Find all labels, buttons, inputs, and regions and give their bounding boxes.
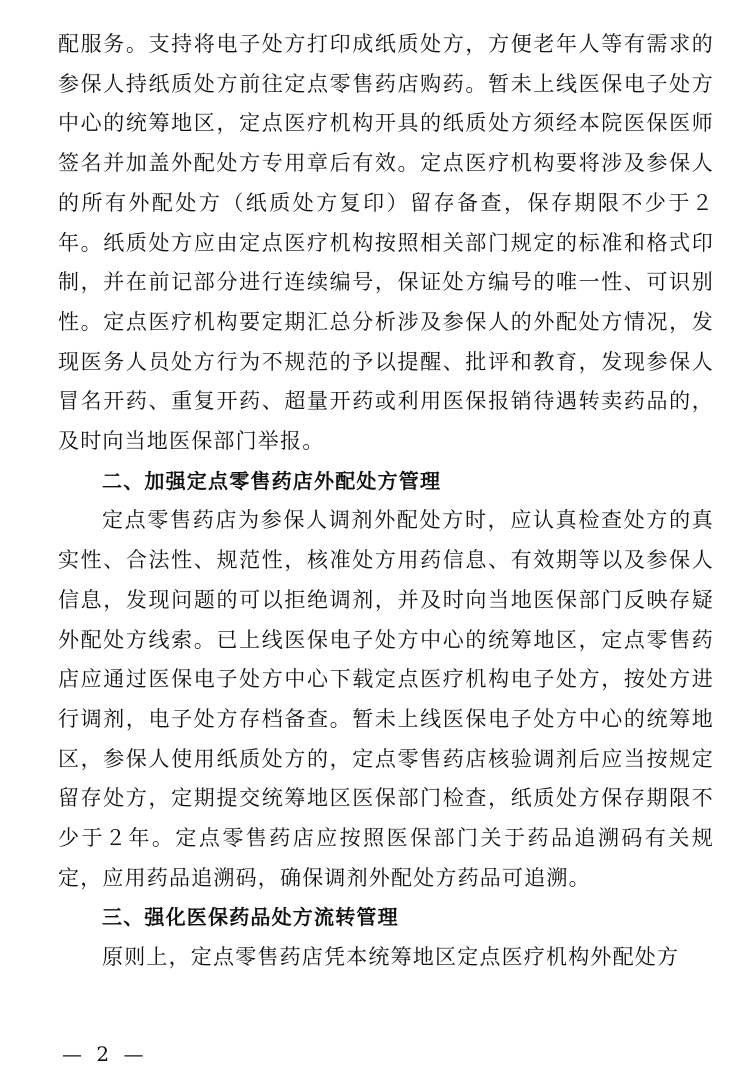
section-heading-two: 二、加强定点零售药店外配处方管理 <box>102 468 442 493</box>
section-heading-three: 三、强化医保药品处方流转管理 <box>102 905 399 930</box>
document-body <box>58 25 714 978</box>
page-number: — 2 — <box>62 1042 148 1066</box>
paragraph-pharmacy-management: 定点零售药店为参保人调剂外配处方时，应认真检查处方的真实性、合法性、规范性，核准处方用药信息、有效期等以及参保人信息，发现问题的可以拒绝调剂，并及时向当地医保部门反映存疑外配处方线索。已上线医保电子处方中心的统筹地区，定点零售药店应通过医保电子处方中心下载定点医疗机构电子处方，按处方进行调剂，电子处方存档备查。暂未上线医保电子处方中心的统筹地区，参保人使用纸质处方的，定点零售药店核验调剂后应当按规定留存处方，定期提交统筹地区医保部门检查，纸质处方保存期限不少于２年。定点零售药店应按照医保部门关于药品追溯码有关规定，应用药品追溯码，确保调剂外配处方药品可追溯。 <box>58 508 714 890</box>
paragraph-prescription-flow: 原则上，定点零售药店凭本统筹地区定点医疗机构外配处方 <box>102 945 680 970</box>
paragraph-continuation: 配服务。支持将电子处方打印成纸质处方，方便老年人等有需求的参保人持纸质处方前往定点零售药店购药。暂未上线医保电子处方中心的统筹地区，定点医疗机构开具的纸质处方须经本院医保医师签名并加盖外配处方专用章后有效。定点医疗机构要将涉及参保人的所有外配处方（纸质处方复印）留存备查，保存期限不少于２年。纸质处方应由定点医疗机构按照相关部门规定的标准和格式印制，并在前记部分进行连续编号，保证处方编号的唯一性、可识别性。定点医疗机构要定期汇总分析涉及参保人的外配处方情况，发现医务人员处方行为不规范的予以提醒、批评和教育，发现参保人冒名开药、重复开药、超量开药或利用医保报销待遇转卖药品的，及时向当地医保部门举报。 <box>58 32 714 454</box>
